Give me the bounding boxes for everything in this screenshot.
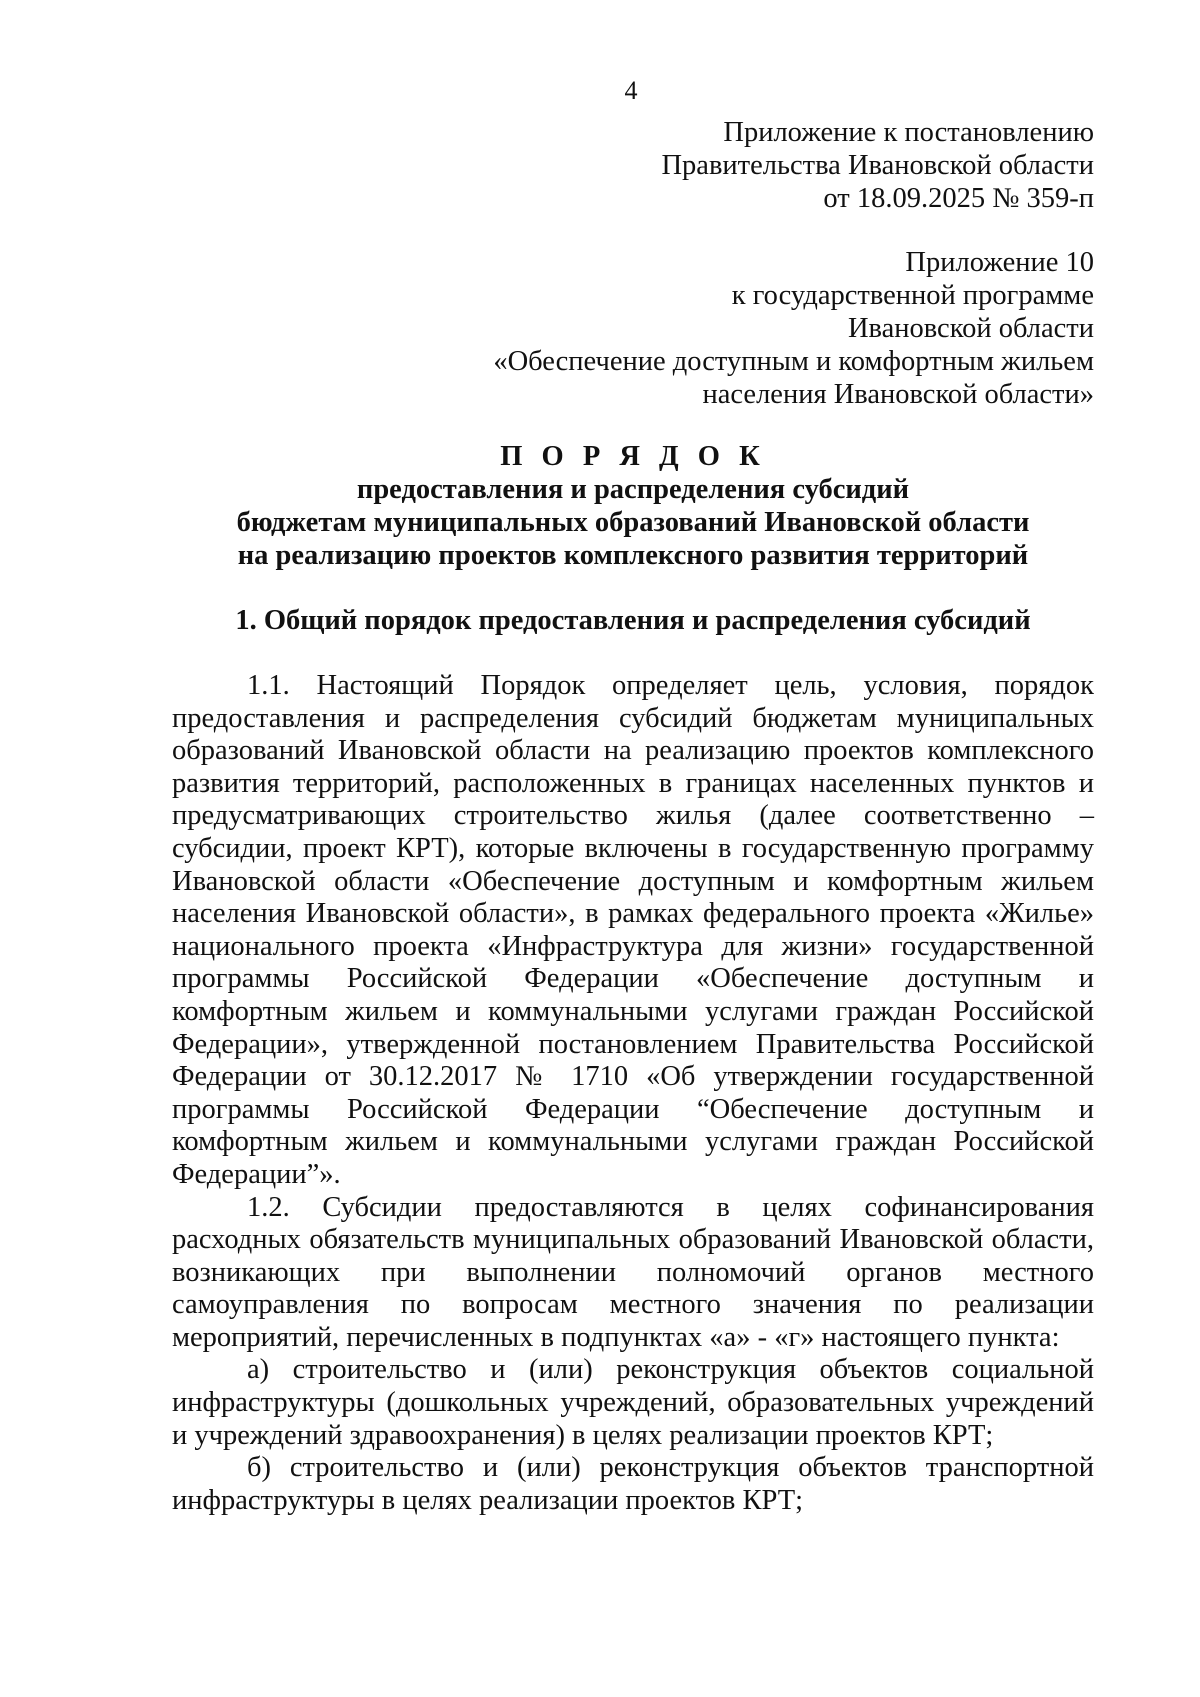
annex-program-line: Ивановской области	[847, 313, 1094, 344]
annex-program-line: к государственной программе	[731, 280, 1094, 311]
annex-decree-line: Правительства Ивановской области	[661, 150, 1094, 181]
document-subtitle-line: бюджетам муниципальных образований Ивановской области	[236, 507, 1030, 538]
section-heading: 1. Общий порядок предоставления и распределения субсидий	[235, 605, 1031, 636]
annex-decree-line: Приложение к постановлению	[723, 117, 1094, 148]
annex-program-block	[493, 246, 1094, 411]
page-number: 4	[624, 76, 638, 105]
annex-program-line: «Обеспечение доступным и комфортным жильем	[493, 346, 1094, 377]
document-title-block	[172, 440, 1094, 572]
paragraph-1-2: 1.2. Субсидии предоставляются в целях софинансирования расходных обязательств муниципальных образований Ивановской области, возникающих при выполнении полномочий органов местного самоуправления по вопросам местного значения по реализации мероприятий, перечисленных в подпунктах «а» - «г» настоящего пункта:	[172, 1191, 1094, 1353]
subparagraph-b: б) строительство и (или) реконструкция объектов транспортной инфраструктуры в целях реализации проектов КРТ;	[172, 1452, 1094, 1516]
annex-program-line: населения Ивановской области»	[702, 379, 1094, 410]
section-body	[172, 670, 1094, 1517]
document-title: П О Р Я Д О К	[500, 441, 766, 472]
subparagraph-a: а) строительство и (или) реконструкция объектов социальной инфраструктуры (дошкольных учреждений, образовательных учреждений и учреждений здравоохранения) в целях реализации проектов КРТ;	[172, 1354, 1094, 1451]
annex-decree-block	[661, 116, 1094, 215]
document-subtitle-line: на реализацию проектов комплексного развития территорий	[237, 540, 1029, 571]
annex-decree-line: от 18.09.2025 № 359-п	[823, 183, 1094, 214]
paragraph-1-1: 1.1. Настоящий Порядок определяет цель, условия, порядок предоставления и распределения субсидий бюджетам муниципальных образований Ивановской области на реализацию проектов комплексного развития территорий, расположенных в границах населенных пунктов и предусматривающих строительство жилья (далее соответственно – субсидии, проект КРТ), которые включены в государственную программу Ивановской области «Обеспечение доступным и комфортным жильем населения Ивановской области», в рамках федерального проекта «Жилье» национального проекта «Инфраструктура для жизни» государственной программы Российской Федерации «Обеспечение доступным и комфортным жильем и коммунальными услугами граждан Российской Федерации», утвержденной постановлением Правительства Российской Федерации от 30.12.2017 № 1710 «Об утверждении государственной программы Российской Федерации “Обеспечение доступным и комфортным жильем и коммунальными услугами граждан Российской Федерации”».	[172, 670, 1094, 1190]
document-subtitle-line: предоставления и распределения субсидий	[356, 474, 910, 505]
annex-program-line: Приложение 10	[905, 247, 1094, 278]
